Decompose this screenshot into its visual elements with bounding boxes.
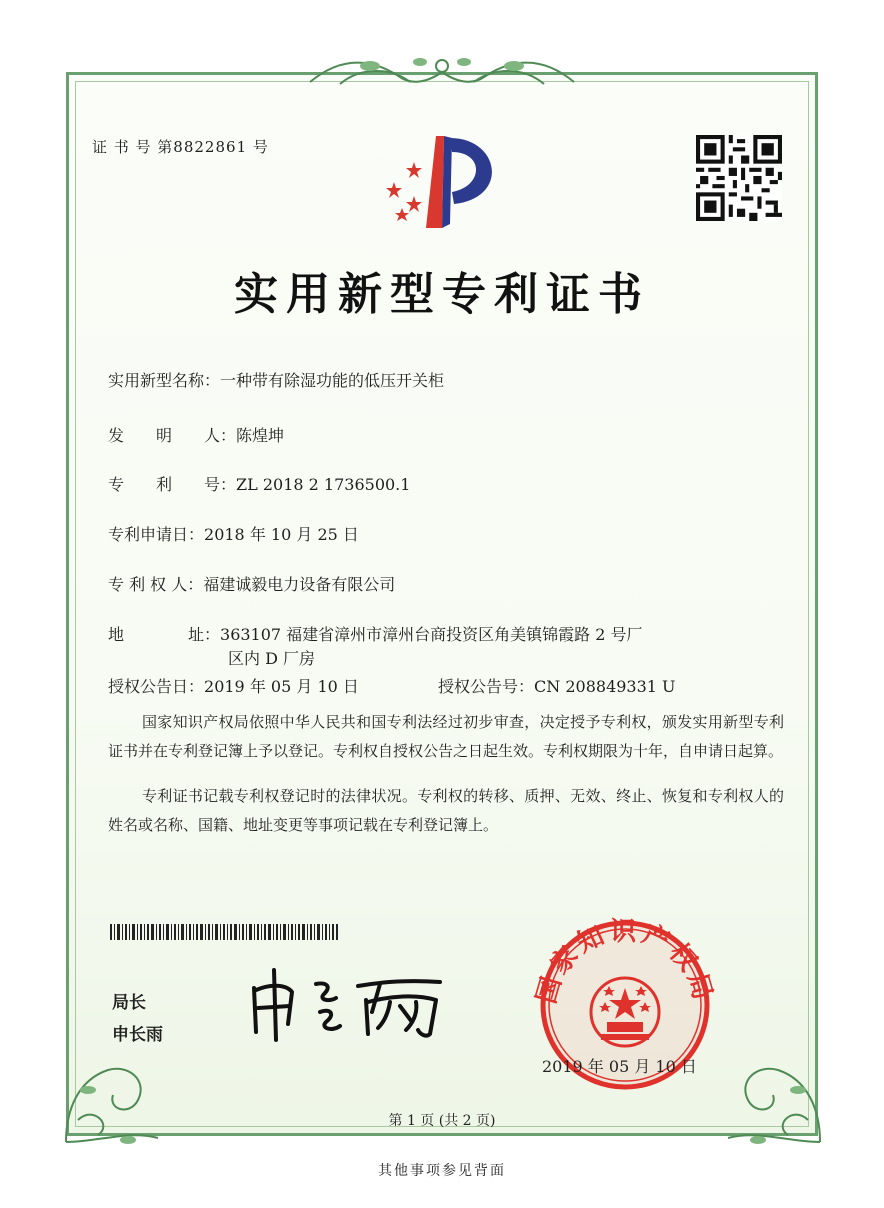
grant-statement-paragraph: 国家知识产权局依照中华人民共和国专利法经过初步审查，决定授予专利权，颁发实用新型专利证书并在专利登记簿上予以登记。专利权自授权公告之日起生效。专利权期限为十年，自申请日起算。 <box>108 713 784 760</box>
patent-holder-label: 专 利 权 人： <box>108 575 204 594</box>
address-row <box>108 622 643 645</box>
top-ornament <box>300 52 584 92</box>
patent-number-row <box>108 472 410 495</box>
certificate-title: 实用新型专利证书 <box>234 269 650 320</box>
barcode <box>110 924 338 940</box>
page-number: 第 1 页 (共 2 页) <box>388 1113 496 1129</box>
grant-date-label: 授权公告日： <box>108 677 205 696</box>
director-title: 局长 <box>112 993 146 1013</box>
inventor-row <box>108 423 284 446</box>
qr-code <box>696 135 782 221</box>
inventor-label: 发 明 人： <box>108 426 237 445</box>
see-reverse-note: 其他事项参见背面 <box>378 1163 506 1179</box>
application-date-value: 2018 年 10 月 25 日 <box>204 525 359 544</box>
corner-ornament-bottom-right <box>708 1050 828 1150</box>
application-date-label: 专利申请日： <box>108 525 205 544</box>
grant-date-row <box>108 674 359 697</box>
patent-number-value: ZL 2018 2 1736500.1 <box>236 475 411 494</box>
address-value: 363107 福建省漳州市漳州台商投资区角美镇锦霞路 2 号厂 <box>220 625 643 644</box>
utility-model-name-label: 实用新型名称： <box>108 371 221 390</box>
grant-number-row <box>438 674 676 697</box>
patent-holder-value: 福建诚毅电力设备有限公司 <box>203 575 396 594</box>
utility-model-name-row <box>108 368 444 391</box>
patent-number-label: 专 利 号： <box>108 475 237 494</box>
patent-holder-row <box>108 572 395 595</box>
grant-number-label: 授权公告号： <box>438 677 535 696</box>
utility-model-name-value: 一种带有除湿功能的低压开关柜 <box>220 371 445 390</box>
patent-office-logo <box>380 128 510 232</box>
inventor-value: 陈煌坤 <box>236 426 285 445</box>
director-name: 申长雨 <box>112 1025 163 1045</box>
address-label: 地 址： <box>108 625 221 644</box>
handwritten-signature <box>240 962 450 1042</box>
legal-status-paragraph: 专利证书记载专利权登记时的法律状况。专利权的转移、质押、无效、终止、恢复和专利权人的姓名或名称、国籍、地址变更等事项记载在专利登记簿上。 <box>108 787 784 834</box>
address-value-continued: 区内 D 厂房 <box>228 649 316 668</box>
application-date-row <box>108 522 359 545</box>
grant-date-value: 2019 年 05 月 10 日 <box>204 677 359 696</box>
certificate-number: 证 书 号 第8822861 号 <box>92 138 269 156</box>
seal-text: 国家知识产权局 <box>531 917 719 1007</box>
seal-date: 2019 年 05 月 10 日 <box>542 1057 697 1076</box>
grant-number-value: CN 208849331 U <box>534 677 676 696</box>
corner-ornament-bottom-left <box>58 1050 178 1150</box>
